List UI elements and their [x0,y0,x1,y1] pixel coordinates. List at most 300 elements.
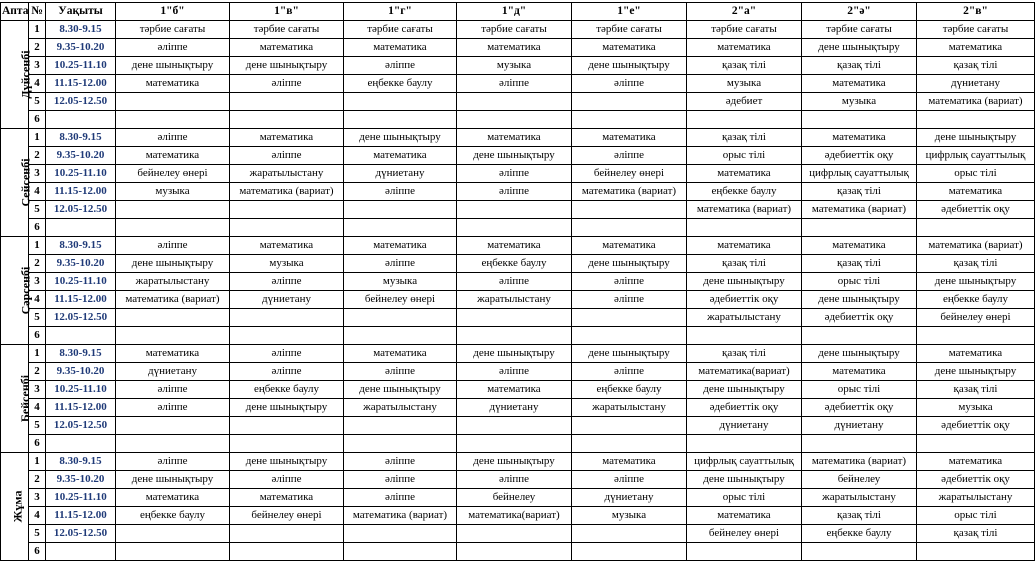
subject-cell [572,327,687,345]
table-row [1,381,1035,399]
table-row [1,57,1035,75]
subject-cell [917,111,1035,129]
lesson-number: 2 [29,363,46,381]
subject-cell [687,327,802,345]
table-row [1,327,1035,345]
table-row [1,399,1035,417]
subject-cell: музыка [687,75,802,93]
subject-cell: математика [572,129,687,147]
subject-cell [687,111,802,129]
subject-cell [457,435,572,453]
subject-cell: музыка [116,183,230,201]
subject-cell: математика [687,39,802,57]
day-label [1,129,33,237]
header-num: № [29,3,46,21]
lesson-time [46,327,116,345]
subject-cell [572,435,687,453]
subject-cell: қазақ тілі [687,129,802,147]
lesson-time: 8.30-9.15 [46,345,116,363]
lesson-number: 3 [29,489,46,507]
header-row [1,3,1035,21]
subject-cell: дүниетану [802,417,917,435]
day-name: Жұма [10,490,25,522]
lesson-number: 4 [29,75,46,93]
subject-cell: әліппе [344,363,457,381]
table-row [1,543,1035,561]
lesson-time [46,543,116,561]
subject-cell: дене шынықтыру [802,39,917,57]
subject-cell: қазақ тілі [687,345,802,363]
subject-cell [230,435,344,453]
subject-cell [457,219,572,237]
subject-cell: еңбекке баулу [344,75,457,93]
lesson-time: 12.05-12.50 [46,201,116,219]
subject-cell: әдебиеттік оқу [687,399,802,417]
subject-cell: әліппе [230,75,344,93]
lesson-number: 1 [29,129,46,147]
subject-cell: тәрбие сағаты [230,21,344,39]
subject-cell: дене шынықтыру [802,345,917,363]
subject-cell: дене шынықтыру [457,345,572,363]
table-row [1,111,1035,129]
lesson-time [46,219,116,237]
lesson-number: 6 [29,111,46,129]
subject-cell [116,111,230,129]
lesson-number: 2 [29,471,46,489]
lesson-number: 6 [29,219,46,237]
subject-cell: жаратылыстану [802,489,917,507]
subject-cell [457,525,572,543]
subject-cell: әліппе [344,255,457,273]
subject-cell: еңбекке баулу [116,507,230,525]
subject-cell: орыс тілі [917,507,1035,525]
table-row [1,435,1035,453]
subject-cell: әліппе [572,471,687,489]
subject-cell [572,111,687,129]
subject-cell [572,201,687,219]
header-class: 2"а" [687,3,802,21]
subject-cell: математика [457,129,572,147]
lesson-time: 8.30-9.15 [46,453,116,471]
subject-cell: әліппе [116,237,230,255]
subject-cell: дене шынықтыру [917,363,1035,381]
subject-cell: жаратылыстану [687,309,802,327]
subject-cell: тәрбие сағаты [572,21,687,39]
subject-cell [344,435,457,453]
subject-cell: әліппе [116,453,230,471]
subject-cell: дене шынықтыру [116,255,230,273]
subject-cell [116,327,230,345]
subject-cell: дене шынықтыру [687,471,802,489]
subject-cell: математика [230,129,344,147]
lesson-time: 12.05-12.50 [46,93,116,111]
subject-cell: еңбекке баулу [802,525,917,543]
subject-cell: музыка [802,93,917,111]
subject-cell: әліппе [457,363,572,381]
table-row [1,489,1035,507]
table-row [1,165,1035,183]
subject-cell: дүниетану [344,165,457,183]
subject-cell: тәрбие сағаты [344,21,457,39]
subject-cell: математика (вариат) [802,453,917,471]
lesson-number: 5 [29,201,46,219]
day-label [1,237,33,345]
subject-cell: математика [802,129,917,147]
header-class: 1"д" [457,3,572,21]
subject-cell: қазақ тілі [917,525,1035,543]
subject-cell: әліппе [572,291,687,309]
lesson-time [46,111,116,129]
subject-cell: математика [802,75,917,93]
subject-cell: математика [116,75,230,93]
lesson-time: 9.35-10.20 [46,255,116,273]
subject-cell: дене шынықтыру [457,453,572,471]
subject-cell: әліппе [344,453,457,471]
subject-cell [344,201,457,219]
subject-cell [457,543,572,561]
table-row [1,219,1035,237]
lesson-time [46,435,116,453]
subject-cell [457,309,572,327]
subject-cell: математика [917,453,1035,471]
subject-cell: орыс тілі [802,381,917,399]
subject-cell: әліппе [230,471,344,489]
subject-cell: музыка [344,273,457,291]
subject-cell: дене шынықтыру [572,255,687,273]
subject-cell: орыс тілі [687,147,802,165]
subject-cell [572,543,687,561]
lesson-number: 5 [29,309,46,327]
subject-cell: орыс тілі [687,489,802,507]
subject-cell: математика [687,237,802,255]
subject-cell: дүниетану [687,417,802,435]
subject-cell: математика [802,237,917,255]
subject-cell: математика [344,39,457,57]
subject-cell [230,309,344,327]
lesson-time: 12.05-12.50 [46,525,116,543]
subject-cell [344,417,457,435]
subject-cell [230,111,344,129]
lesson-number: 2 [29,147,46,165]
schedule-body [1,21,1035,561]
subject-cell: әліппе [344,489,457,507]
subject-cell: музыка [230,255,344,273]
subject-cell: математика (вариат) [344,507,457,525]
subject-cell: дене шынықтыру [116,57,230,75]
subject-cell: әліппе [344,57,457,75]
subject-cell: цифрлық сауаттылық [687,453,802,471]
day-name: Дүйсенбі [18,49,33,99]
subject-cell [230,417,344,435]
lesson-time: 11.15-12.00 [46,399,116,417]
subject-cell: математика(вариат) [457,507,572,525]
subject-cell [116,543,230,561]
subject-cell: дүниетану [917,75,1035,93]
header-time: Уақыты [46,3,116,21]
subject-cell: жаратылыстану [230,165,344,183]
table-row [1,309,1035,327]
subject-cell: еңбекке баулу [687,183,802,201]
subject-cell: қазақ тілі [917,255,1035,273]
lesson-number: 3 [29,381,46,399]
table-row [1,201,1035,219]
subject-cell [572,219,687,237]
subject-cell: математика [572,237,687,255]
subject-cell [344,327,457,345]
subject-cell: цифрлық сауаттылық [802,165,917,183]
header-class: 2"в" [917,3,1035,21]
header-class: 1"в" [230,3,344,21]
subject-cell: математика (вариат) [687,201,802,219]
subject-cell [344,93,457,111]
table-row [1,129,1035,147]
lesson-number: 4 [29,399,46,417]
lesson-number: 6 [29,327,46,345]
subject-cell: әліппе [457,471,572,489]
subject-cell: музыка [572,507,687,525]
subject-cell: еңбекке баулу [230,381,344,399]
subject-cell: қазақ тілі [802,255,917,273]
subject-cell: математика [687,165,802,183]
subject-cell: дене шынықтыру [687,273,802,291]
subject-cell: бейнелеу өнері [344,291,457,309]
header-class: 1"г" [344,3,457,21]
lesson-number: 5 [29,417,46,435]
subject-cell: математика [802,363,917,381]
lesson-number: 1 [29,345,46,363]
table-row [1,21,1035,39]
lesson-number: 2 [29,39,46,57]
subject-cell [802,219,917,237]
lesson-time: 10.25-11.10 [46,489,116,507]
table-row [1,183,1035,201]
subject-cell: цифрлық сауаттылық [917,147,1035,165]
subject-cell: бейнелеу өнері [572,165,687,183]
subject-cell: әліппе [572,273,687,291]
subject-cell: дене шынықтыру [230,57,344,75]
subject-cell: әдебиеттік оқу [802,399,917,417]
subject-cell [344,543,457,561]
subject-cell: қазақ тілі [917,381,1035,399]
subject-cell: қазақ тілі [802,57,917,75]
header-class: 1"б" [116,3,230,21]
table-row [1,453,1035,471]
subject-cell: математика [116,489,230,507]
subject-cell: математика(вариат) [687,363,802,381]
subject-cell [457,417,572,435]
subject-cell: дене шынықтыру [687,381,802,399]
subject-cell: дүниетану [457,399,572,417]
subject-cell: бейнелеу өнері [116,165,230,183]
table-row [1,525,1035,543]
day-label [1,345,33,453]
subject-cell: қазақ тілі [802,183,917,201]
subject-cell: дене шынықтыру [572,345,687,363]
subject-cell: математика [457,381,572,399]
subject-cell [344,219,457,237]
subject-cell: бейнелеу өнері [917,309,1035,327]
subject-cell: әліппе [457,75,572,93]
lesson-number: 6 [29,435,46,453]
subject-cell: дене шынықтыру [802,291,917,309]
lesson-time: 8.30-9.15 [46,21,116,39]
subject-cell: бейнелеу [802,471,917,489]
subject-cell: математика [116,147,230,165]
subject-cell: әліппе [457,273,572,291]
table-row [1,291,1035,309]
subject-cell [802,435,917,453]
subject-cell [572,525,687,543]
subject-cell: дене шынықтыру [116,471,230,489]
subject-cell: әліппе [230,273,344,291]
subject-cell [116,93,230,111]
subject-cell: әліппе [230,363,344,381]
subject-cell: әліппе [572,363,687,381]
lesson-number: 4 [29,507,46,525]
subject-cell [457,111,572,129]
subject-cell [687,543,802,561]
subject-cell: математика [344,147,457,165]
lesson-time: 11.15-12.00 [46,183,116,201]
table-row [1,471,1035,489]
subject-cell: әліппе [572,147,687,165]
subject-cell: еңбекке баулу [572,381,687,399]
subject-cell: математика (вариат) [230,183,344,201]
subject-cell: математика [917,183,1035,201]
subject-cell: жаратылыстану [116,273,230,291]
lesson-time: 8.30-9.15 [46,129,116,147]
table-row [1,237,1035,255]
subject-cell: қазақ тілі [687,57,802,75]
table-row [1,255,1035,273]
lesson-time: 10.25-11.10 [46,165,116,183]
header-class: 1"е" [572,3,687,21]
subject-cell: әліппе [116,381,230,399]
table-row [1,273,1035,291]
subject-cell [687,219,802,237]
day-name: Сәрсенбі [18,266,33,314]
subject-cell [230,543,344,561]
subject-cell: дене шынықтыру [917,273,1035,291]
table-row [1,363,1035,381]
lesson-time: 11.15-12.00 [46,291,116,309]
lesson-number: 2 [29,255,46,273]
lesson-time: 10.25-11.10 [46,381,116,399]
subject-cell [344,309,457,327]
day-label [1,21,33,129]
subject-cell: әдебиеттік оқу [802,309,917,327]
subject-cell: математика [230,39,344,57]
subject-cell: әліппе [230,147,344,165]
subject-cell [917,543,1035,561]
subject-cell [116,417,230,435]
table-row [1,93,1035,111]
lesson-number: 4 [29,183,46,201]
table-row [1,417,1035,435]
subject-cell [802,543,917,561]
subject-cell: әліппе [230,345,344,363]
subject-cell: математика [116,345,230,363]
subject-cell [116,309,230,327]
subject-cell: математика [230,237,344,255]
subject-cell: жаратылыстану [572,399,687,417]
subject-cell: математика (вариат) [917,237,1035,255]
lesson-time: 11.15-12.00 [46,507,116,525]
subject-cell: әдебиеттік оқу [802,147,917,165]
subject-cell: әліппе [457,183,572,201]
subject-cell: қазақ тілі [917,57,1035,75]
lesson-number: 1 [29,21,46,39]
subject-cell: математика (вариат) [116,291,230,309]
subject-cell: математика (вариат) [917,93,1035,111]
lesson-time: 9.35-10.20 [46,147,116,165]
subject-cell: әдебиеттік оқу [917,471,1035,489]
subject-cell [572,417,687,435]
subject-cell [572,309,687,327]
subject-cell: орыс тілі [802,273,917,291]
lesson-time: 10.25-11.10 [46,57,116,75]
subject-cell: дене шынықтыру [344,381,457,399]
table-row [1,75,1035,93]
subject-cell: дене шынықтыру [917,129,1035,147]
subject-cell: дене шынықтыру [572,57,687,75]
lesson-number: 4 [29,291,46,309]
day-name: Бейсенбі [18,374,33,422]
subject-cell: математика [572,453,687,471]
subject-cell: математика [230,489,344,507]
subject-cell: математика [344,237,457,255]
subject-cell: бейнелеу өнері [687,525,802,543]
subject-cell: орыс тілі [917,165,1035,183]
subject-cell: математика (вариат) [572,183,687,201]
lesson-number: 3 [29,57,46,75]
day-name: Сейсенбі [18,157,33,207]
lesson-number: 5 [29,525,46,543]
subject-cell [116,219,230,237]
lesson-number: 3 [29,165,46,183]
subject-cell: математика [917,345,1035,363]
subject-cell: математика (вариат) [802,201,917,219]
subject-cell: бейнелеу [457,489,572,507]
subject-cell: әліппе [344,471,457,489]
table-row [1,507,1035,525]
subject-cell: әліппе [344,183,457,201]
subject-cell [572,93,687,111]
table-row [1,147,1035,165]
subject-cell: әліппе [572,75,687,93]
subject-cell [230,201,344,219]
lesson-number: 5 [29,93,46,111]
subject-cell: еңбекке баулу [457,255,572,273]
lesson-time: 10.25-11.10 [46,273,116,291]
lesson-number: 1 [29,453,46,471]
subject-cell: әдебиеттік оқу [917,417,1035,435]
day-label [1,453,29,561]
subject-cell [116,525,230,543]
lesson-time: 12.05-12.50 [46,417,116,435]
lesson-time: 8.30-9.15 [46,237,116,255]
subject-cell: әдебиет [687,93,802,111]
subject-cell: тәрбие сағаты [802,21,917,39]
lesson-time: 9.35-10.20 [46,363,116,381]
subject-cell: әдебиеттік оқу [687,291,802,309]
header-class: 2"ә" [802,3,917,21]
subject-cell [917,219,1035,237]
subject-cell: әліппе [116,399,230,417]
subject-cell: жаратылыстану [917,489,1035,507]
subject-cell: математика [687,507,802,525]
subject-cell: дене шынықтыру [230,399,344,417]
